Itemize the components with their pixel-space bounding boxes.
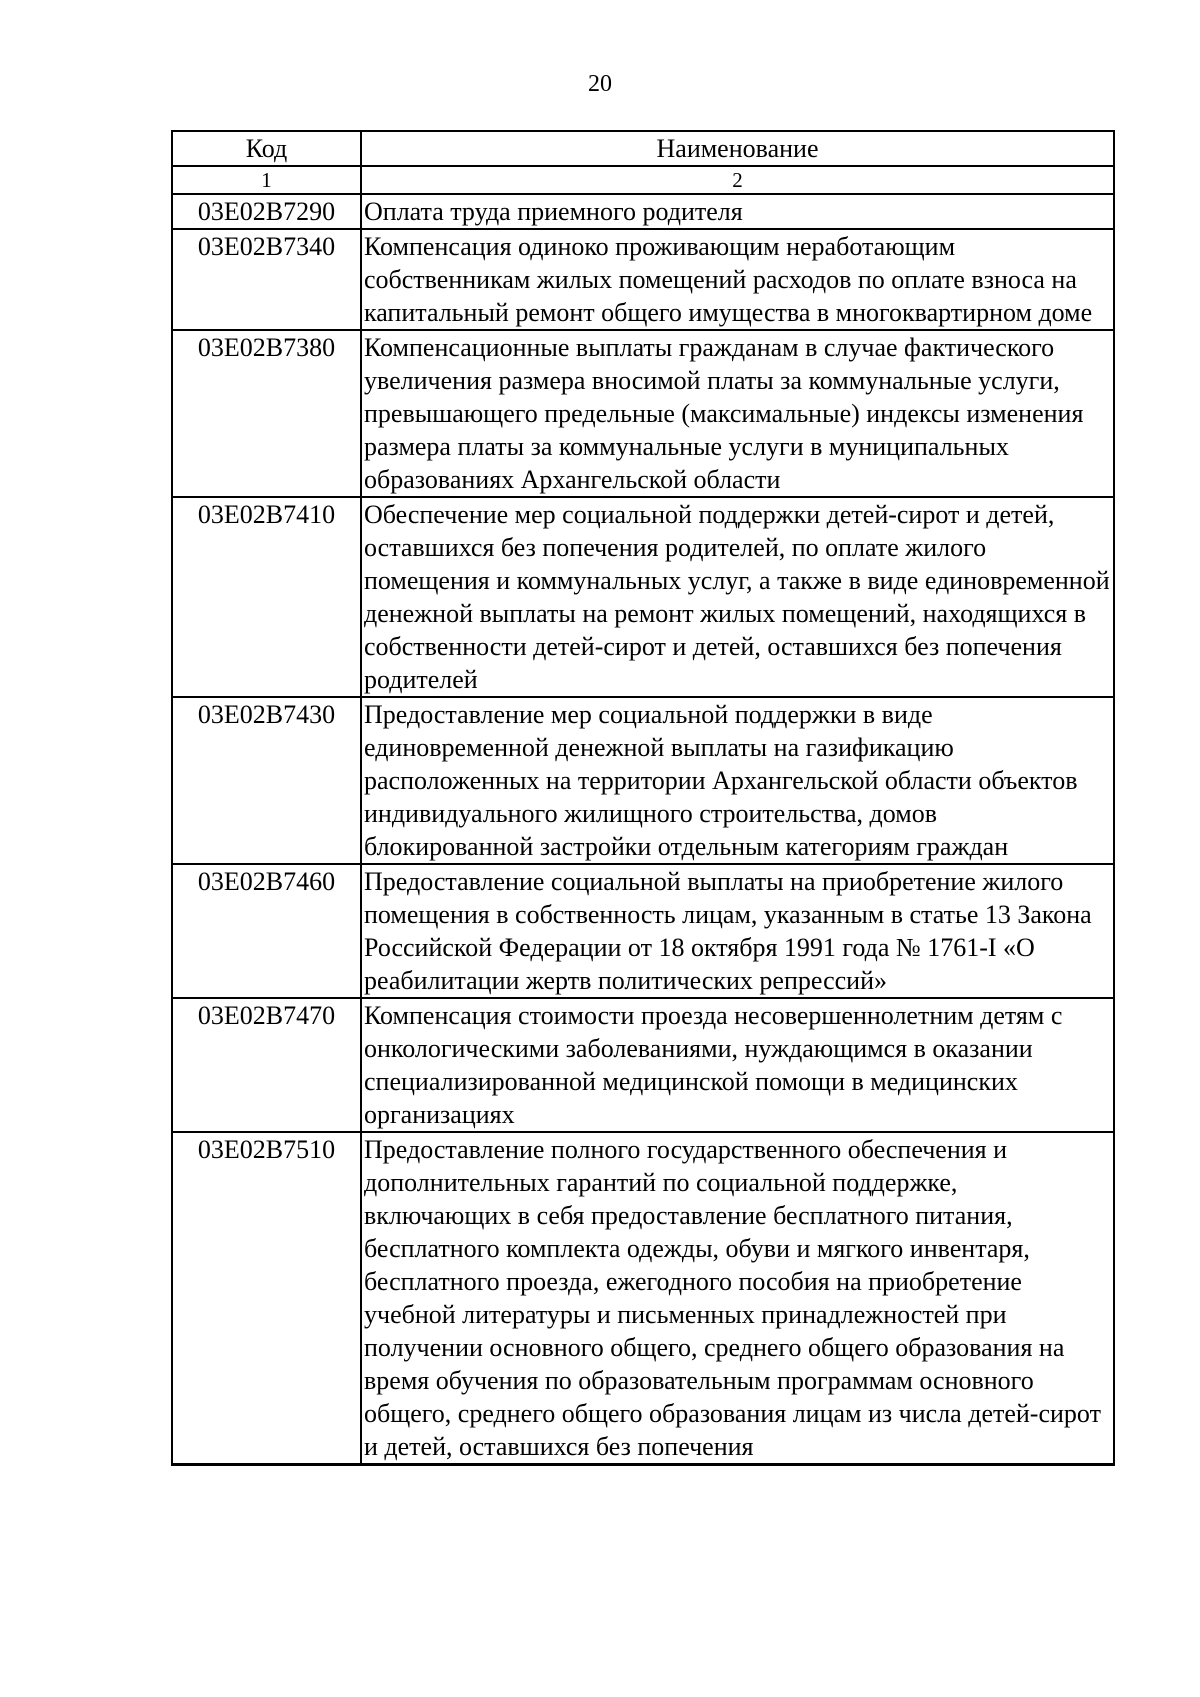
row-code: 03E02B7340: [172, 229, 361, 330]
table-row: [172, 330, 1114, 497]
table-row: [172, 998, 1114, 1132]
row-name: Предоставление мер социальной поддержки в виде единовременной денежной выплаты на газификацию расположенных на территории Архангельской области объектов индивидуального жилищного строительства, домов блокированной застройки отдельным категориям граждан: [361, 697, 1114, 864]
row-code: 03E02B7510: [172, 1132, 361, 1465]
row-code: 03E02B7470: [172, 998, 361, 1132]
row-name: Обеспечение мер социальной поддержки детей-сирот и детей, оставшихся без попечения родителей, по оплате жилого помещения и коммунальных услуг, а также в виде единовременной денежной выплаты на ремонт жилых помещений, находящихся в собственности детей-сирот и детей, оставшихся без попечения родителей: [361, 497, 1114, 697]
table-row: [172, 1132, 1114, 1465]
row-name: Оплата труда приемного родителя: [361, 194, 1114, 229]
table-row: [172, 229, 1114, 330]
table-row: [172, 864, 1114, 998]
table-row: [172, 697, 1114, 864]
code-column-number: 1: [172, 166, 361, 194]
row-name: Компенсация одиноко проживающим неработающим собственникам жилых помещений расходов по оплате взноса на капитальный ремонт общего имущества в многоквартирном доме: [361, 229, 1114, 330]
row-name: Компенсационные выплаты гражданам в случае фактического увеличения размера вносимой платы за коммунальные услуги, превышающего предельные (максимальные) индексы изменения размера платы за коммунальные услуги в муниципальных образованиях Архангельской области: [361, 330, 1114, 497]
table-header-row: [172, 131, 1114, 166]
name-column-header: Наименование: [361, 131, 1114, 166]
row-code: 03E02B7460: [172, 864, 361, 998]
row-code: 03E02B7430: [172, 697, 361, 864]
page-number: 20: [588, 71, 612, 97]
code-column-header: Код: [172, 131, 361, 166]
row-code: 03E02B7410: [172, 497, 361, 697]
row-code: 03E02B7380: [172, 330, 361, 497]
name-column-number: 2: [361, 166, 1114, 194]
row-code: 03E02B7290: [172, 194, 361, 229]
table-row: [172, 194, 1114, 229]
row-name: Предоставление полного государственного обеспечения и дополнительных гарантий по социальной поддержке, включающих в себя предоставление бесплатного питания, бесплатного комплекта одежды, обуви и мягкого инвентаря, бесплатного проезда, ежегодного пособия на приобретение учебной литературы и письменных принадлежностей при получении основного общего, среднего общего образования на время обучения по образовательным программам основного общего, среднего общего образования лицам из числа детей-сирот и детей, оставшихся без попечения: [361, 1132, 1114, 1465]
column-number-row: [172, 166, 1114, 194]
row-name: Компенсация стоимости проезда несовершеннолетним детям с онкологическими заболеваниями, нуждающимся в оказании специализированной медицинской помощи в медицинских организациях: [361, 998, 1114, 1132]
budget-classification-table: [171, 130, 1115, 1466]
table-row: [172, 497, 1114, 697]
row-name: Предоставление социальной выплаты на приобретение жилого помещения в собственность лицам, указанным в статье 13 Закона Российской Федерации от 18 октября 1991 года № 1761-I «О реабилитации жертв политических репрессий»: [361, 864, 1114, 998]
